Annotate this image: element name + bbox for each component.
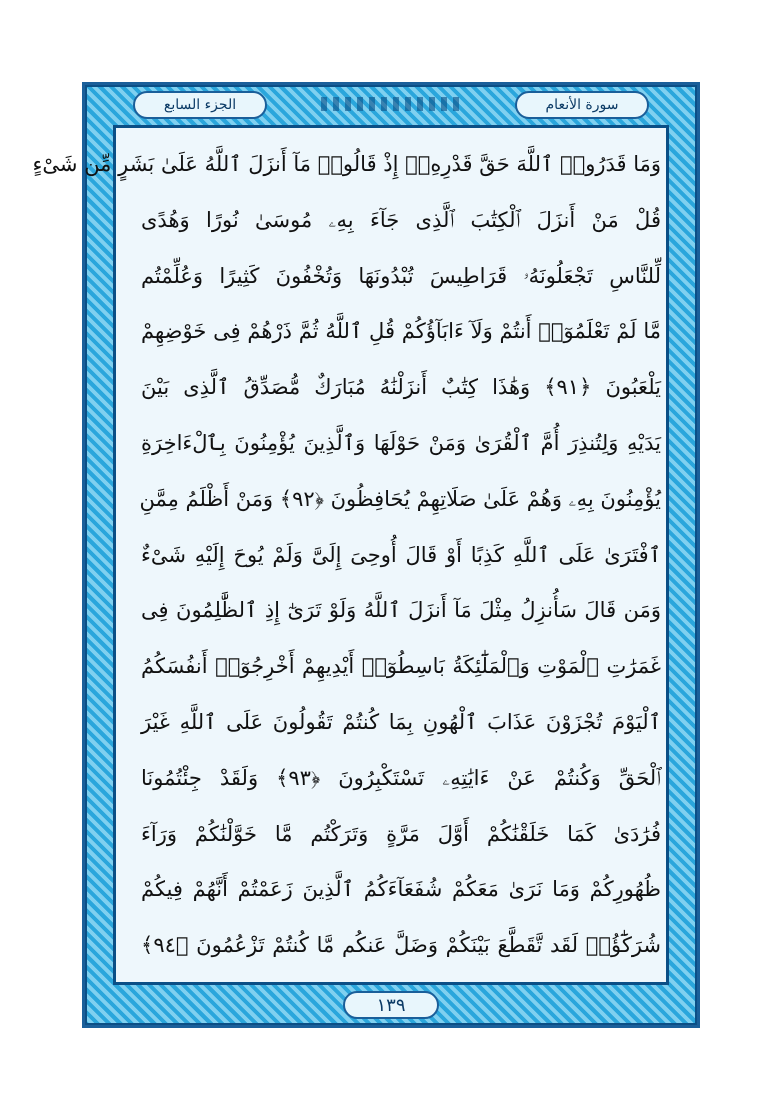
page-number: ١٣٩	[343, 991, 439, 1019]
verse-line: غَمَرَٰتِ ٱلْمَوْتِ وَٱلْمَلَٰٓئِكَةُ بَاسِطُوٓا۟ أَيْدِيهِمْ أَخْرِجُوٓا۟ أَنفُسَكُمُ	[141, 654, 661, 679]
verse-line: وَمَا قَدَرُوا۟ ٱللَّهَ حَقَّ قَدْرِهِۦٓ إِذْ قَالُوا۟ مَآ أَنزَلَ ٱللَّهُ عَلَىٰ بَشَرٍ مِّن شَىْءٍ	[32, 152, 661, 176]
header-ornament	[321, 97, 461, 111]
verse-line: فُرَٰدَىٰ كَمَا خَلَقْنَٰكُمْ أَوَّلَ مَرَّةٍ وَتَرَكْتُم مَّا خَوَّلْنَٰكُمْ وَرَآءَ	[141, 821, 661, 846]
verse-line: وَمَن قَالَ سَأُنزِلُ مِثْلَ مَآ أَنزَلَ ٱللَّهُ وَلَوْ تَرَىٰٓ إِذِ ٱلظَّٰلِمُونَ فِى	[141, 598, 661, 623]
verse-line: ٱلْيَوْمَ تُجْزَوْنَ عَذَابَ ٱلْهُونِ بِمَا كُنتُمْ تَقُولُونَ عَلَى ٱللَّهِ غَيْرَ	[141, 709, 661, 734]
verse-line: ظُهُورِكُمْ وَمَا نَرَىٰ مَعَكُمْ شُفَعَآءَكُمُ ٱلَّذِينَ زَعَمْتُمْ أَنَّهُمْ فِيكُمْ	[141, 877, 661, 902]
verse-line: يَلْعَبُونَ ﴿٩١﴾ وَهَٰذَا كِتَٰبٌ أَنزَلْنَٰهُ مُبَارَكٌ مُّصَدِّقُ ٱلَّذِى بَيْنَ	[141, 375, 661, 400]
verse-line: ٱفْتَرَىٰ عَلَى ٱللَّهِ كَذِبًا أَوْ قَالَ أُوحِىَ إِلَىَّ وَلَمْ يُوحَ إِلَيْهِ شَىْءٌ	[141, 542, 661, 567]
mushaf-page-frame	[32, 82, 700, 1028]
juz-label: الجزء السابع	[133, 91, 267, 119]
verse-text-area	[32, 137, 661, 975]
verse-line: مَّا لَمْ تَعْلَمُوٓا۟ أَنتُمْ وَلَآ ءَابَآؤُكُمْ قُلِ ٱللَّهُ ثُمَّ ذَرْهُمْ فِى خَوْضِهِمْ	[141, 319, 661, 344]
verse-line: قُلْ مَنْ أَنزَلَ ٱلْكِتَٰبَ ٱلَّذِى جَآءَ بِهِۦ مُوسَىٰ نُورًا وَهُدًى	[141, 207, 661, 232]
verse-line: شُرَكَٰٓؤُا۟ لَقَد تَّقَطَّعَ بَيْنَكُمْ وَضَلَّ عَنكُم مَّا كُنتُمْ تَزْعُمُونَ ﴿٩٤﴾	[141, 933, 661, 958]
verse-line: ٱلْحَقِّ وَكُنتُمْ عَنْ ءَايَٰتِهِۦ تَسْتَكْبِرُونَ ﴿٩٣﴾ وَلَقَدْ جِئْتُمُونَا	[141, 765, 661, 790]
verse-line: لِّلنَّاسِ تَجْعَلُونَهُۥ قَرَاطِيسَ تُبْدُونَهَا وَتُخْفُونَ كَثِيرًا وَعُلِّمْتُم	[141, 263, 661, 288]
verse-line: يَدَيْهِ وَلِتُنذِرَ أُمَّ ٱلْقُرَىٰ وَمَنْ حَوْلَهَا وَٱلَّذِينَ يُؤْمِنُونَ بِٱلْءَاخِرَةِ	[141, 430, 661, 455]
verse-line: يُؤْمِنُونَ بِهِۦ وَهُمْ عَلَىٰ صَلَاتِهِمْ يُحَافِظُونَ ﴿٩٢﴾ وَمَنْ أَظْلَمُ مِمَّنِ	[139, 486, 661, 511]
surah-label: سورة الأنعام	[515, 91, 649, 119]
